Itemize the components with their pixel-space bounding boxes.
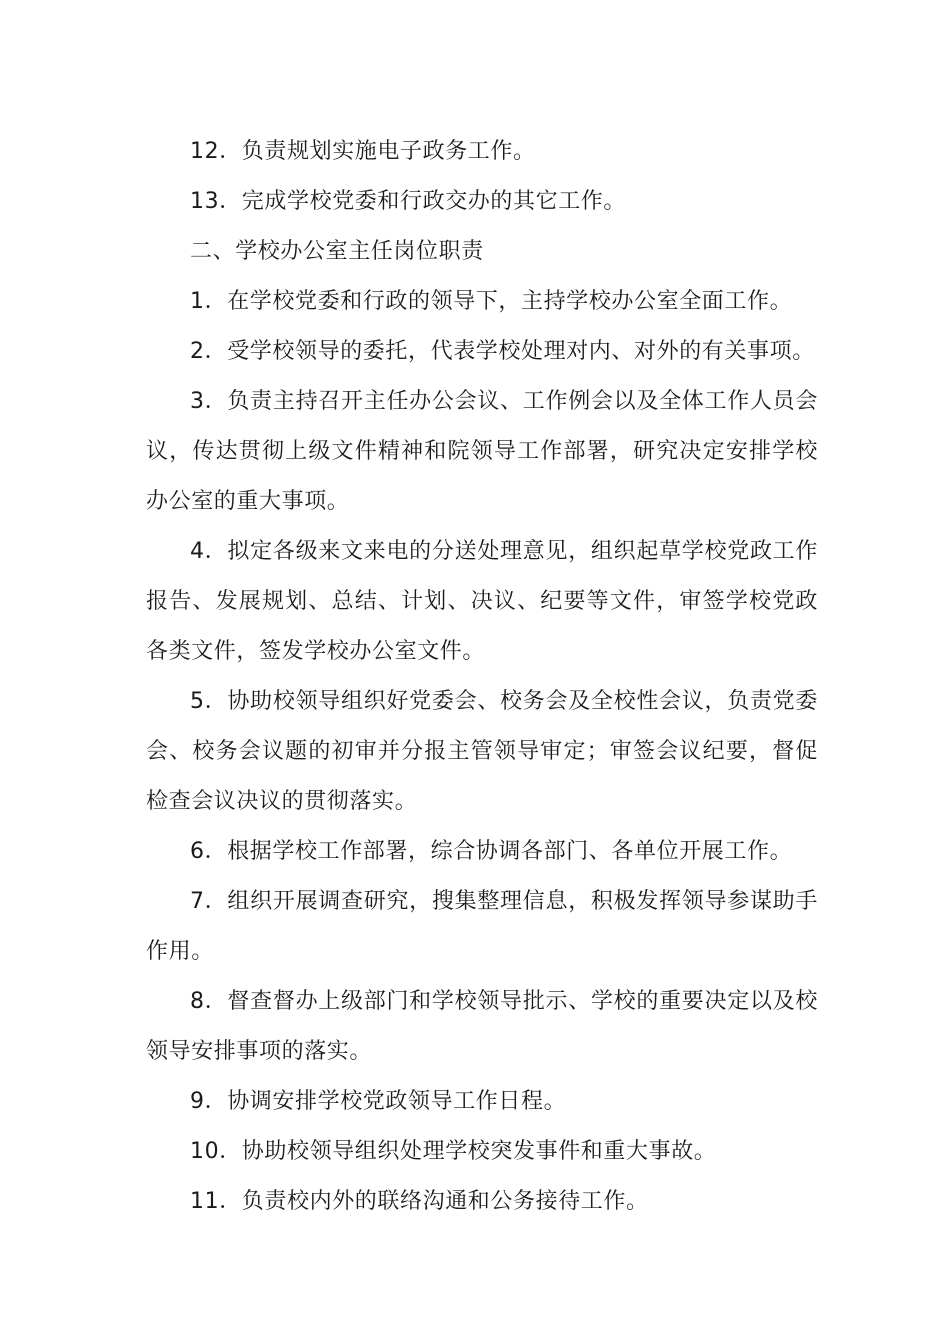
paragraph-duty-8: 8．督查督办上级部门和学校领导批示、学校的重要决定以及校领导安排事项的落实。 <box>146 989 818 1064</box>
paragraph-duty-4: 4．拟定各级来文来电的分送处理意见，组织起草学校党政工作报告、发展规划、总结、计划、决议、纪要等文件，审签学校党政各类文件，签发学校办公室文件。 <box>146 539 818 664</box>
paragraph-duty-3: 3．负责主持召开主任办公会议、工作例会以及全体工作人员会议，传达贯彻上级文件精神和院领导工作部署，研究决定安排学校办公室的重大事项。 <box>146 389 818 514</box>
paragraph-duty-11: 11．负责校内外的联络沟通和公务接待工作。 <box>190 1189 649 1214</box>
paragraph-duty-7: 7．组织开展调查研究，搜集整理信息，积极发挥领导参谋助手作用。 <box>146 889 818 964</box>
paragraph-13: 13．完成学校党委和行政交办的其它工作。 <box>190 189 626 214</box>
paragraph-duty-10: 10．协助校领导组织处理学校突发事件和重大事故。 <box>190 1139 717 1164</box>
paragraph-12: 12．负责规划实施电子政务工作。 <box>190 139 536 164</box>
paragraph-duty-5: 5．协助校领导组织好党委会、校务会及全校性会议，负责党委会、校务会议题的初审并分报主管领导审定；审签会议纪要，督促检查会议决议的贯彻落实。 <box>146 689 818 814</box>
paragraph-duty-9: 9．协调安排学校党政领导工作日程。 <box>190 1089 567 1114</box>
paragraph-duty-6: 6．根据学校工作部署，综合协调各部门、各单位开展工作。 <box>190 839 793 864</box>
section-heading: 二、学校办公室主任岗位职责 <box>190 239 484 264</box>
paragraph-duty-2: 2．受学校领导的委托，代表学校处理对内、对外的有关事项。 <box>190 339 815 364</box>
paragraph-duty-1: 1．在学校党委和行政的领导下，主持学校办公室全面工作。 <box>190 289 793 314</box>
document-body <box>146 127 818 1227</box>
